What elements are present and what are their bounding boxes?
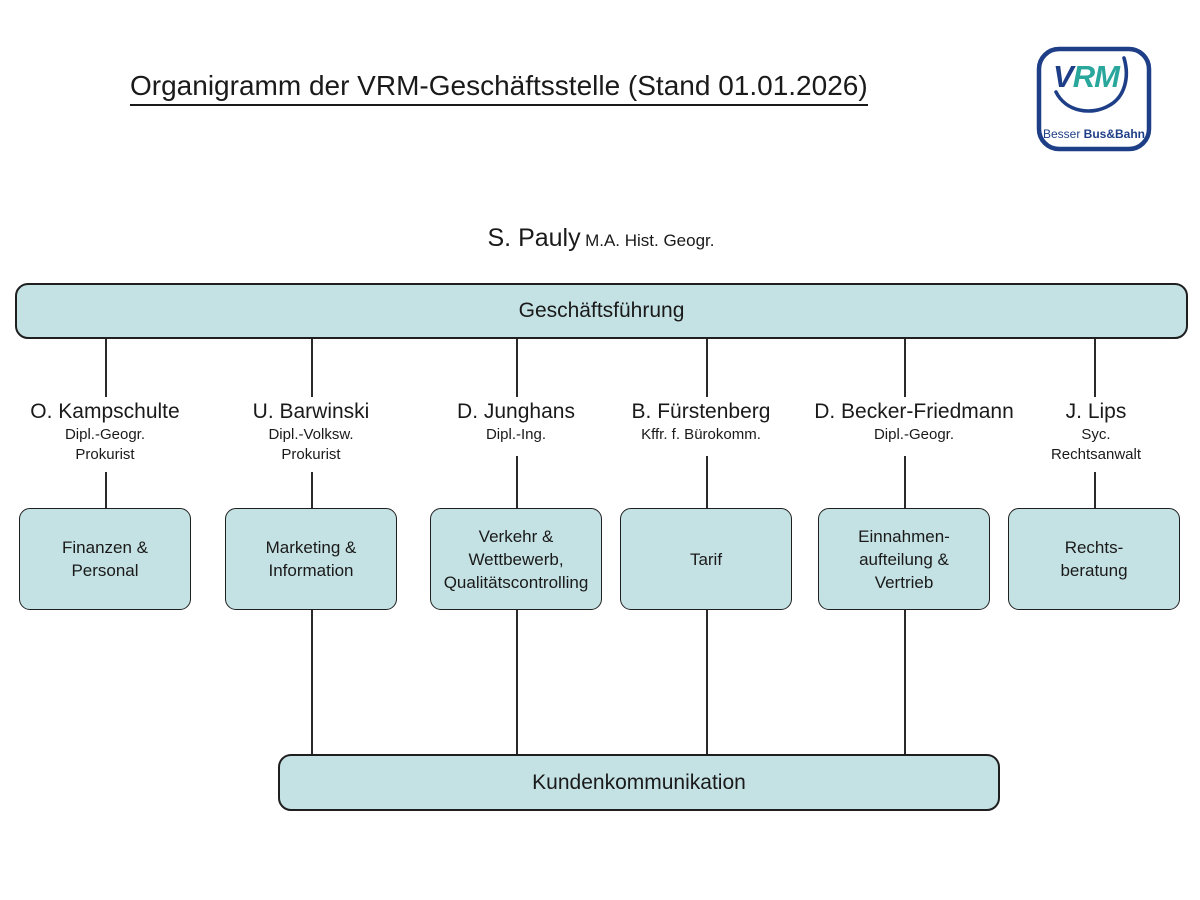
person-credential: Rechtsanwalt [1050,446,1142,463]
vrm-logo-wordmark: VRM [1053,59,1119,94]
connector-line [105,339,107,397]
dept-box-verkehr-wettbewerb [430,508,602,610]
connector-line [311,339,313,397]
dept-label-line: Finanzen & [62,538,148,557]
person-credential: Prokurist [281,446,341,463]
dept-label-line: Qualitätscontrolling [443,572,589,592]
dept-label-line: Wettbewerb, [468,549,564,569]
vrm-logo-tagline: Besser Bus&Bahn [1042,127,1146,141]
person-name: U. Barwinski [252,400,370,423]
dept-label-line: beratung [1060,561,1128,580]
dept-box-finanzen-personal [19,508,191,610]
page-title-text: Organigramm der VRM-Geschäftsstelle (Stand 01.01.2026) [130,71,868,106]
bottom-box-label: Kundenkommunikation [532,770,746,794]
dept-label-line: aufteilung & [859,549,949,569]
dept-box-marketing-information [225,508,397,610]
connector-line [516,339,518,397]
director-credential: M.A. Hist. Geogr. [585,231,715,250]
person-credential: Dipl.-Ing. [485,426,547,443]
dept-label-line: Marketing & [265,538,357,557]
connector-line [904,339,906,397]
person-name: O. Kampschulte [30,400,180,423]
vrm-logo [1036,46,1152,152]
dept-label-line: Verkehr & [478,526,554,546]
person-credential: Kffr. f. Bürokomm. [641,426,761,443]
connector-line [516,456,518,509]
connector-line [516,610,518,755]
dept-label-line: Vertrieb [874,572,934,592]
connector-line [706,610,708,755]
director-name: S. Pauly [487,224,581,252]
bottom-box-kundenkommunikation [278,754,1000,811]
person-o-kampschulte [30,398,179,465]
person-name: D. Junghans [457,400,575,423]
person-b-fuerstenberg [632,398,771,445]
person-name: D. Becker-Friedmann [814,400,1014,423]
connector-line [706,339,708,397]
person-j-lips [1051,398,1141,465]
person-name: B. Fürstenberg [631,400,771,423]
connector-line [904,610,906,755]
dept-label-line: Tarif [689,549,723,569]
connector-line [706,456,708,509]
connector-line [105,472,107,509]
connector-line [1094,339,1096,397]
person-u-barwinski [253,398,370,465]
dept-box-einnahmenaufteilung-vertrieb [818,508,990,610]
person-d-becker-friedmann [814,398,1014,445]
person-credential: Dipl.-Volksw. [268,426,354,443]
dept-label-line: Einnahmen- [858,526,950,546]
connector-line [311,472,313,509]
person-credential: Dipl.-Geogr. [873,426,955,443]
person-d-junghans [457,398,575,445]
dept-label-line: Personal [71,561,139,580]
dept-label-line: Information [268,561,354,580]
dept-label-line: Rechts- [1064,538,1124,557]
person-credential: Syc. [1081,426,1111,443]
person-name: J. Lips [1065,400,1127,423]
dept-box-rechtsberatung [1008,508,1180,610]
connector-line [1094,472,1096,509]
page-title [130,71,868,106]
connector-line [311,610,313,755]
top-box-label: Geschäftsführung [518,299,685,322]
director-name-block [488,224,715,253]
dept-box-tarif [620,508,792,610]
top-box-geschaeftsfuehrung [15,283,1188,339]
person-credential: Dipl.-Geogr. [64,426,146,443]
connector-line [904,456,906,509]
person-credential: Prokurist [75,446,135,463]
